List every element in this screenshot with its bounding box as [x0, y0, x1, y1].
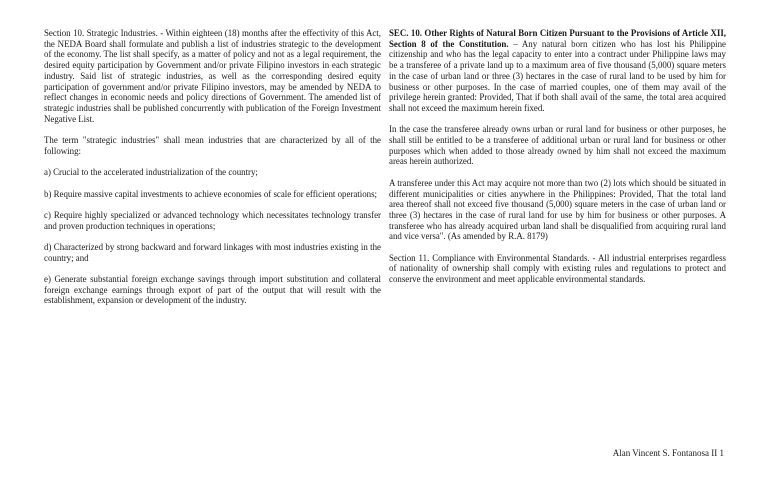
transferee-additional-land: In the case the transferee already owns urban or rural land for business or other purposes, he shall still be entitled to be a transferee of additional urban or rural land for business or other purposes which when added to those already owned by him shall not exceed the maximum areas herein authorized. — [389, 124, 726, 167]
right-column — [389, 28, 726, 285]
section-10-strategic-industries: Section 10. Strategic Industries. - Within eighteen (18) months after the effectivity of this Act, the NEDA Board shall formulate and publish a list of industries strategic to the development of the economy. The list shall specify, as a matter of policy and not as a legal requirement, the desired equity participation by Government and/or private Filipino investors in each strategic industry. Said list of strategic industries, as well as the corresponding desired equity participation of government and/or private Filipino investors, may be amended by NEDA to reflect changes in economic needs and policy directions of Government. The amended list of strategic industries shall be published concurrently with publication of the Foreign Investment Negative List. — [44, 28, 381, 124]
criterion-d: d) Characterized by strong backward and forward linkages with most industries existing in the country; and — [44, 241, 381, 263]
left-column — [44, 28, 381, 306]
criterion-b: b) Require massive capital investments to achieve economies of scale for efficient operations; — [44, 188, 378, 199]
strategic-industries-definition: The term "strategic industries" shall mean industries that are characterized by all of the following: — [44, 135, 381, 156]
page-footer: Alan Vincent S. Fontanosa II 1 — [612, 448, 724, 458]
criterion-c: c) Require highly specialized or advanced technology which necessitates technology transfer and proven production techniques in operations; — [44, 209, 381, 231]
section-11-environmental: Section 11. Compliance with Environmental Standards. - All industrial enterprises regardless of nationality of ownership shall comply with existing rules and regulations to protect and conserve the environment and meet applicable environmental standards. — [389, 252, 726, 285]
sec-10-heading: SEC. 10. Other Rights of Natural Born Citizen Pursuant to the Provisions of Article XII, Section 8 of the Constitution. — [389, 28, 726, 49]
criterion-e: e) Generate substantial foreign exchange savings through import substitution and collateral foreign exchange earnings through export of part of the output that will result with the establishment, expansion or development of the industry. — [44, 274, 381, 306]
transferee-two-lots: A transferee under this Act may acquire not more than two (2) lots which should be situated in different municipalities or cities anywhere in the Philippines: Provided, That the total land area thereof shall not exceed five thousand (5,000) square meters in the case of urban land or three (3) hectares in the case of rural land for use by him for business or other purposes. A transferee who has already acquired urban land shall be disqualified from acquiring rural land and vice versa". (As amended by R.A. 8179) — [389, 177, 726, 242]
criterion-a: a) Crucial to the accelerated industrialization of the country; — [44, 167, 258, 178]
sec-10-body: – Any natural born citizen who has lost his Philippine citizenship and who has the legal capacity to enter into a contract under Philippine laws may be a transferee of a private land up to a maximum area of five thousand (5,000) square meters in the case of urban land or three (3) hectares in the case of rural land to be used by him for business or other purposes. In the case of married couples, one of them may avail of the privilege herein granted: Provided, That if both shall avail of the same, the total area acquired shall not exceed the maximum herein fixed. — [389, 38, 726, 113]
sec-10-other-rights — [389, 28, 726, 114]
